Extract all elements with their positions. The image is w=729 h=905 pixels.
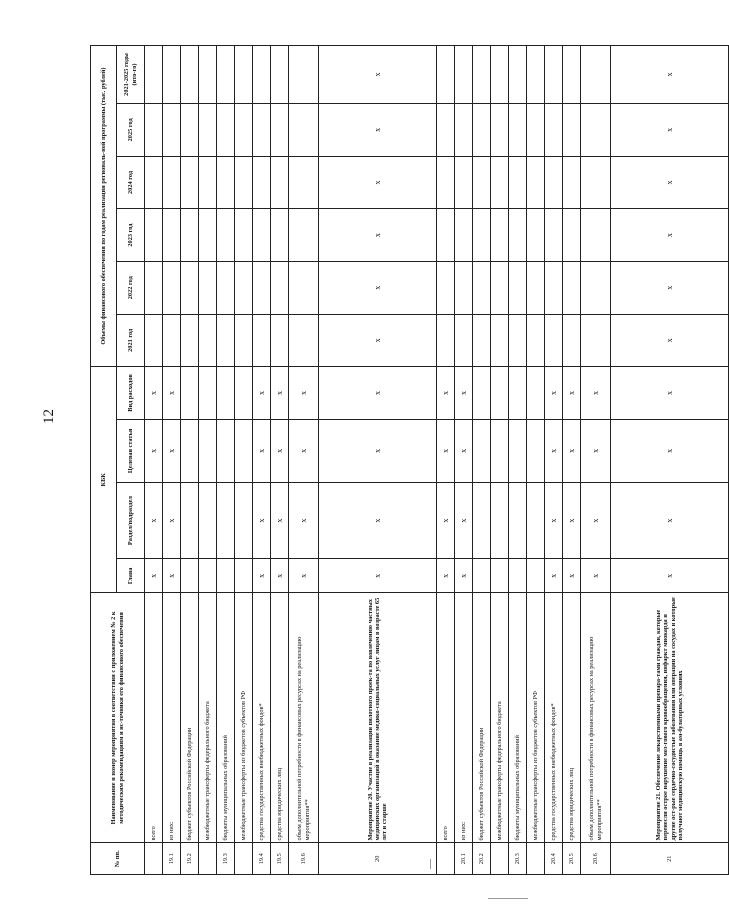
row-name: объем дополнительной потребности в финансовых ресурсах на реализацию мероприятия** — [581, 593, 611, 843]
kbk-target — [509, 419, 527, 482]
year-value — [473, 314, 491, 367]
row-name: бюджет субъектов Российской Федерации — [181, 593, 199, 843]
year-value — [145, 104, 163, 157]
kbk-expense-type — [473, 367, 491, 420]
row-name: средства юридических лиц — [271, 593, 289, 843]
table-row — [181, 46, 199, 875]
year-value — [217, 209, 235, 262]
year-value — [473, 46, 491, 104]
year-value — [271, 209, 289, 262]
row-name: всего — [437, 593, 455, 843]
year-value — [545, 156, 563, 209]
year-value — [217, 104, 235, 157]
year-value — [509, 314, 527, 367]
year-value — [145, 209, 163, 262]
year-value — [563, 261, 581, 314]
header-kbk: КБК — [91, 367, 117, 593]
kbk-expense-type: х — [271, 367, 289, 420]
table-row — [491, 46, 509, 875]
year-value — [199, 156, 217, 209]
year-value — [563, 156, 581, 209]
kbk-expense-type: х — [581, 367, 611, 420]
kbk-target — [491, 419, 509, 482]
row-number: 20.1 — [455, 843, 473, 875]
kbk-chapter: х — [289, 559, 319, 593]
kbk-expense-type: х — [563, 367, 581, 420]
year-value — [545, 46, 563, 104]
row-number: 20.2 — [473, 843, 491, 875]
year-value — [527, 104, 545, 157]
year-value — [527, 46, 545, 104]
header-year: 2023 год — [117, 209, 145, 262]
kbk-expense-type: х — [289, 367, 319, 420]
kbk-chapter — [527, 559, 545, 593]
row-number: 20.3 — [509, 843, 527, 875]
year-value — [181, 261, 199, 314]
row-number — [235, 843, 253, 875]
year-value — [491, 261, 509, 314]
year-value — [199, 314, 217, 367]
year-value — [455, 209, 473, 262]
table-row — [527, 46, 545, 875]
year-value — [145, 156, 163, 209]
row-name: средства государственных внебюджетных фондов* — [253, 593, 271, 843]
year-value — [437, 104, 455, 157]
kbk-expense-type — [491, 367, 509, 420]
year-value — [235, 46, 253, 104]
year-value: х — [319, 209, 437, 262]
year-value — [545, 104, 563, 157]
year-value — [253, 104, 271, 157]
year-value — [181, 209, 199, 262]
year-value — [509, 46, 527, 104]
row-number — [437, 843, 455, 875]
year-value — [437, 156, 455, 209]
year-value — [217, 314, 235, 367]
kbk-target: х — [289, 419, 319, 482]
kbk-section: х — [319, 482, 437, 558]
year-value — [527, 314, 545, 367]
kbk-section: х — [271, 482, 289, 558]
kbk-section — [235, 482, 253, 558]
year-value — [527, 209, 545, 262]
year-value — [235, 261, 253, 314]
header-year: 2022 год — [117, 261, 145, 314]
row-name: бюджет субъектов Российской Федерации — [473, 593, 491, 843]
kbk-section — [527, 482, 545, 558]
row-name: межбюджетные трансферты из бюджетов субъектов РФ — [527, 593, 545, 843]
year-value — [271, 104, 289, 157]
kbk-target — [473, 419, 491, 482]
year-value — [581, 261, 611, 314]
year-value — [235, 209, 253, 262]
kbk-section — [509, 482, 527, 558]
year-value — [545, 261, 563, 314]
row-name: из них: — [455, 593, 473, 843]
year-value — [473, 261, 491, 314]
kbk-chapter: х — [437, 559, 455, 593]
table-row — [581, 46, 611, 875]
year-value — [163, 209, 181, 262]
header-year: 2025 год — [117, 104, 145, 157]
year-value — [253, 209, 271, 262]
year-value — [455, 314, 473, 367]
table-row — [545, 46, 563, 875]
year-value — [235, 104, 253, 157]
year-value — [581, 209, 611, 262]
row-name: Мероприятие 21. Обеспечение лекарственными препара-тами граждан, которые перенесли острое нарушение моз-гового кровообращения, инфаркт миокарда и другие ост-рые сердечно-сосудистые заболевания или операции на сосудах и которые получают медицинскую помощь в ам-булаторных условиях — [611, 593, 729, 843]
kbk-section: х — [253, 482, 271, 558]
kbk-target: х — [253, 419, 271, 482]
kbk-target: х — [545, 419, 563, 482]
table-row — [145, 46, 163, 875]
kbk-section — [217, 482, 235, 558]
kbk-expense-type: х — [455, 367, 473, 420]
kbk-section: х — [163, 482, 181, 558]
kbk-target: х — [145, 419, 163, 482]
year-value — [545, 209, 563, 262]
row-number: 19.5 — [271, 843, 289, 875]
kbk-expense-type: х — [163, 367, 181, 420]
year-value — [145, 261, 163, 314]
table-row — [611, 46, 729, 875]
kbk-expense-type: х — [611, 367, 729, 420]
table-row — [217, 46, 235, 875]
year-value: х — [319, 46, 437, 104]
header-funding: Объемы финансового обеспечения по годам реализации региональ-ной программы (тыс. рублей) — [91, 46, 117, 367]
year-value: х — [611, 314, 729, 367]
kbk-chapter: х — [545, 559, 563, 593]
year-value — [437, 209, 455, 262]
year-value: х — [611, 46, 729, 104]
kbk-target: х — [581, 419, 611, 482]
year-value — [145, 314, 163, 367]
scan-mark — [488, 898, 528, 899]
year-value — [199, 46, 217, 104]
kbk-expense-type: х — [253, 367, 271, 420]
row-number: 19.4 — [253, 843, 271, 875]
year-value: х — [611, 104, 729, 157]
kbk-section: х — [581, 482, 611, 558]
kbk-chapter — [235, 559, 253, 593]
kbk-chapter — [217, 559, 235, 593]
table-row — [163, 46, 181, 875]
row-name: межбюджетные трансферты федерального бюджета — [199, 593, 217, 843]
table-row — [473, 46, 491, 875]
year-value — [437, 46, 455, 104]
year-value — [217, 261, 235, 314]
kbk-section: х — [437, 482, 455, 558]
year-value — [271, 261, 289, 314]
kbk-expense-type — [199, 367, 217, 420]
year-value — [289, 209, 319, 262]
year-value — [181, 156, 199, 209]
kbk-chapter — [181, 559, 199, 593]
kbk-target — [199, 419, 217, 482]
year-value — [527, 261, 545, 314]
year-value — [509, 104, 527, 157]
kbk-target — [217, 419, 235, 482]
table-row — [235, 46, 253, 875]
year-value — [473, 156, 491, 209]
kbk-chapter: х — [563, 559, 581, 593]
table-row — [319, 46, 437, 875]
year-value — [199, 209, 217, 262]
year-value — [253, 314, 271, 367]
row-number: 19.3 — [217, 843, 235, 875]
table-row — [509, 46, 527, 875]
year-value — [581, 104, 611, 157]
row-number: 20 — [319, 843, 437, 875]
year-value: х — [319, 314, 437, 367]
kbk-expense-type — [527, 367, 545, 420]
year-value — [509, 156, 527, 209]
year-value — [491, 104, 509, 157]
year-value — [289, 104, 319, 157]
row-name: из них: — [163, 593, 181, 843]
row-number: 19.1 — [163, 843, 181, 875]
kbk-target — [235, 419, 253, 482]
year-value — [271, 46, 289, 104]
kbk-chapter — [509, 559, 527, 593]
year-value — [581, 314, 611, 367]
year-value — [217, 46, 235, 104]
row-name: средства государственных внебюджетных фондов* — [545, 593, 563, 843]
year-value — [509, 209, 527, 262]
year-value — [289, 156, 319, 209]
kbk-chapter: х — [253, 559, 271, 593]
year-value — [473, 209, 491, 262]
year-value — [199, 104, 217, 157]
kbk-expense-type: х — [319, 367, 437, 420]
year-value — [437, 261, 455, 314]
table-row — [253, 46, 271, 875]
year-value — [491, 209, 509, 262]
kbk-target: х — [163, 419, 181, 482]
year-value — [289, 46, 319, 104]
year-value — [455, 46, 473, 104]
year-value — [163, 46, 181, 104]
table-row — [437, 46, 455, 875]
year-value — [163, 314, 181, 367]
year-value — [527, 156, 545, 209]
kbk-section — [199, 482, 217, 558]
year-value: х — [611, 261, 729, 314]
row-number — [199, 843, 217, 875]
kbk-target: х — [319, 419, 437, 482]
header-num: № пп. — [91, 843, 145, 875]
funding-table — [90, 45, 729, 875]
row-number — [145, 843, 163, 875]
kbk-target — [527, 419, 545, 482]
kbk-expense-type: х — [437, 367, 455, 420]
year-value — [455, 156, 473, 209]
kbk-expense-type — [181, 367, 199, 420]
year-value — [181, 314, 199, 367]
year-value — [563, 104, 581, 157]
year-value — [581, 156, 611, 209]
kbk-chapter: х — [271, 559, 289, 593]
kbk-section — [491, 482, 509, 558]
header-year: 2021 год — [117, 314, 145, 367]
year-value — [253, 156, 271, 209]
kbk-expense-type — [235, 367, 253, 420]
kbk-section: х — [289, 482, 319, 558]
kbk-section: х — [563, 482, 581, 558]
table-row — [289, 46, 319, 875]
year-value — [455, 104, 473, 157]
kbk-expense-type — [217, 367, 235, 420]
year-value — [163, 104, 181, 157]
header-kbk-col: Раздел/подраздел — [117, 482, 145, 558]
year-value — [145, 46, 163, 104]
header-year: 2024 год — [117, 156, 145, 209]
row-name: бюджеты муниципальных образований — [217, 593, 235, 843]
kbk-chapter: х — [163, 559, 181, 593]
kbk-section: х — [145, 482, 163, 558]
row-name: межбюджетные трансферты федерального бюджета — [491, 593, 509, 843]
year-value — [199, 261, 217, 314]
kbk-section: х — [545, 482, 563, 558]
row-name: объем дополнительной потребности в финансовых ресурсах на реализацию мероприятия** — [289, 593, 319, 843]
kbk-section: х — [611, 482, 729, 558]
year-value: х — [319, 156, 437, 209]
row-number: 19.2 — [181, 843, 199, 875]
kbk-expense-type: х — [545, 367, 563, 420]
kbk-chapter: х — [319, 559, 437, 593]
year-value — [563, 209, 581, 262]
row-name: средства юридических лиц — [563, 593, 581, 843]
year-value — [491, 314, 509, 367]
year-value — [253, 46, 271, 104]
kbk-section — [181, 482, 199, 558]
kbk-target: х — [563, 419, 581, 482]
year-value — [455, 261, 473, 314]
year-value — [581, 46, 611, 104]
table-row — [271, 46, 289, 875]
kbk-target — [181, 419, 199, 482]
kbk-chapter: х — [455, 559, 473, 593]
row-number: 20.4 — [545, 843, 563, 875]
year-value — [253, 261, 271, 314]
year-value — [181, 104, 199, 157]
year-value — [217, 156, 235, 209]
year-value — [235, 314, 253, 367]
header-kbk-col: Глава — [117, 559, 145, 593]
row-number — [491, 843, 509, 875]
year-value: х — [319, 261, 437, 314]
kbk-chapter: х — [581, 559, 611, 593]
year-value — [289, 261, 319, 314]
kbk-chapter: х — [611, 559, 729, 593]
row-number: 21 — [611, 843, 729, 875]
row-number: 20.5 — [563, 843, 581, 875]
year-value — [271, 156, 289, 209]
table-row — [563, 46, 581, 875]
year-value — [509, 261, 527, 314]
kbk-section: х — [455, 482, 473, 558]
year-value — [289, 314, 319, 367]
kbk-target: х — [437, 419, 455, 482]
kbk-expense-type — [509, 367, 527, 420]
row-name: бюджеты муниципальных образований — [509, 593, 527, 843]
year-value — [181, 46, 199, 104]
header-kbk-col: Целевая статья — [117, 419, 145, 482]
year-value — [271, 314, 289, 367]
kbk-target: х — [611, 419, 729, 482]
header-year: 2021-2025 годы (ито-го) — [117, 46, 145, 104]
year-value: х — [319, 104, 437, 157]
table-row — [455, 46, 473, 875]
table-row — [199, 46, 217, 875]
year-value — [491, 156, 509, 209]
year-value — [235, 156, 253, 209]
row-number: 20.6 — [581, 843, 611, 875]
kbk-chapter: х — [145, 559, 163, 593]
row-name: межбюджетные трансферты из бюджетов субъектов РФ — [235, 593, 253, 843]
year-value — [563, 314, 581, 367]
kbk-target: х — [455, 419, 473, 482]
year-value — [437, 314, 455, 367]
year-value — [163, 261, 181, 314]
rotated-table-container — [90, 45, 684, 875]
kbk-chapter — [491, 559, 509, 593]
year-value — [163, 156, 181, 209]
year-value — [473, 104, 491, 157]
row-number — [527, 843, 545, 875]
year-value: х — [611, 156, 729, 209]
row-number: 19.6 — [289, 843, 319, 875]
header-kbk-col: Вид расходов — [117, 367, 145, 420]
year-value — [491, 46, 509, 104]
kbk-target: х — [271, 419, 289, 482]
scan-mark — [430, 859, 431, 869]
year-value: х — [611, 209, 729, 262]
header-name: Наименование и номер мероприятия в соответствии с приложением № 2 к методическим рекомендациям и ис-точники его финансового обеспечения — [91, 593, 145, 843]
year-value — [563, 46, 581, 104]
row-name: всего — [145, 593, 163, 843]
page-number: 12 — [41, 409, 57, 424]
kbk-chapter — [199, 559, 217, 593]
kbk-expense-type: х — [145, 367, 163, 420]
kbk-section — [473, 482, 491, 558]
row-name: Мероприятие 20. Участие в реализации пилотного проек-та по вовлечению частных медицинских организаций в оказание медико-социальных услуг лицам в возрасте 65 лет и старше — [319, 593, 437, 843]
year-value — [545, 314, 563, 367]
kbk-chapter — [473, 559, 491, 593]
